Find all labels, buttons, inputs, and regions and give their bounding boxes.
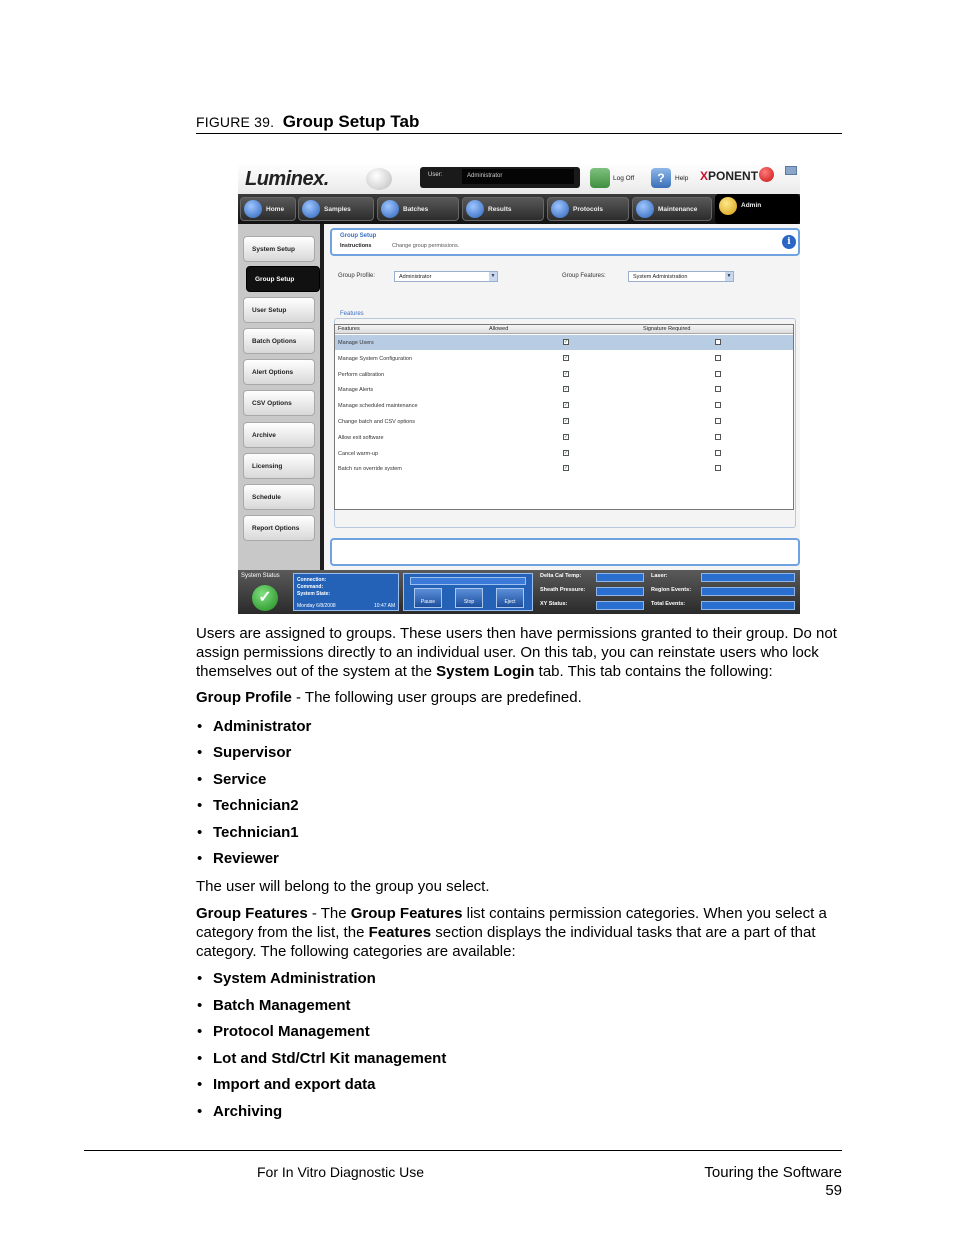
group-profile-paragraph: Group Profile - The following user groups are predefined. — [196, 689, 582, 706]
panel-heading: Group Setup — [340, 233, 377, 239]
pause-button[interactable]: Pause — [414, 588, 442, 608]
tab-samples[interactable]: Samples — [298, 197, 374, 221]
feature-name: Allow exit software — [338, 434, 384, 441]
allowed-checkbox[interactable]: ✓ — [564, 370, 569, 377]
tab-protocols[interactable]: Protocols — [547, 197, 629, 221]
top-bar — [238, 164, 800, 196]
features-grid — [334, 324, 794, 510]
eject-button[interactable]: Eject — [496, 588, 524, 608]
sidebar-item-licensing[interactable]: Licensing — [243, 453, 315, 479]
sidebar-item-csv-options[interactable]: CSV Options — [243, 390, 315, 416]
footer-right — [704, 1164, 842, 1200]
footer-rule — [84, 1150, 842, 1151]
signature-checkbox[interactable] — [715, 355, 721, 361]
main-nav — [238, 194, 800, 224]
feature-name: Perform calibration — [338, 371, 385, 378]
table-row[interactable] — [335, 398, 793, 413]
table-row[interactable] — [335, 351, 793, 366]
figure-title: Group Setup Tab — [282, 112, 420, 131]
user-label: User: — [428, 172, 443, 178]
system-state-label: System State: — [297, 591, 331, 597]
samples-icon — [302, 200, 320, 218]
logoff-icon[interactable] — [590, 168, 610, 188]
instructions-label: Instructions — [340, 243, 372, 249]
tab-results[interactable]: Results — [462, 197, 544, 221]
sidebar-item-schedule[interactable]: Schedule — [243, 484, 315, 510]
table-row[interactable] — [335, 461, 793, 476]
sidebar-item-alert-options[interactable]: Alert Options — [243, 359, 315, 385]
column-header-allowed[interactable]: Allowed — [489, 326, 509, 332]
run-controls — [403, 573, 533, 611]
brand-dot-icon — [759, 167, 774, 182]
table-row[interactable] — [335, 446, 793, 461]
allowed-checkbox[interactable]: ✓ — [564, 354, 569, 361]
stop-button[interactable]: Stop — [455, 588, 483, 608]
tab-maintenance[interactable]: Maintenance — [632, 197, 712, 221]
feature-name: Cancel warm-up — [338, 450, 379, 457]
sidebar-item-archive[interactable]: Archive — [243, 422, 315, 448]
feature-name: Change batch and CSV options — [338, 419, 416, 425]
signature-checkbox[interactable] — [715, 465, 721, 471]
footer-left: For In Vitro Diagnostic Use — [257, 1164, 425, 1180]
logoff-label[interactable]: Log Off — [613, 175, 635, 182]
tab-batches[interactable]: Batches — [377, 197, 459, 221]
luminex-logo: Luminex. — [245, 168, 329, 190]
help-icon[interactable]: ? — [651, 168, 671, 188]
chevron-down-icon: ▼ — [490, 273, 496, 279]
user-field[interactable]: Administrator — [462, 169, 574, 184]
group-features-label: Group Features: — [562, 273, 606, 279]
region-events-field: Region Events: — [651, 587, 691, 596]
user-box — [420, 167, 580, 188]
system-info — [293, 573, 399, 611]
sidebar-item-report-options[interactable]: Report Options — [243, 515, 315, 541]
feature-name: Manage Users — [338, 340, 374, 346]
feature-name: Batch run override system — [338, 466, 402, 473]
signature-checkbox[interactable] — [715, 386, 721, 392]
tab-admin[interactable]: Admin — [715, 194, 800, 224]
table-row[interactable] — [335, 414, 793, 429]
table-row[interactable] — [335, 430, 793, 445]
allowed-checkbox[interactable]: ✓ — [564, 449, 569, 456]
logo-orb-icon — [366, 168, 392, 190]
group-profile-label: Group Profile: — [338, 273, 376, 279]
caption-rule — [196, 133, 842, 134]
feature-name: Manage scheduled maintenance — [338, 403, 418, 410]
maintenance-icon — [636, 200, 654, 218]
figure-caption — [196, 112, 842, 132]
figure-number: FIGURE 39. — [196, 114, 275, 130]
results-icon — [466, 200, 484, 218]
feature-name: Manage Alerts — [338, 387, 374, 394]
xponent-screenshot — [238, 164, 800, 614]
tab-home[interactable]: Home — [240, 197, 296, 221]
table-row[interactable] — [335, 382, 793, 397]
signature-checkbox[interactable] — [715, 371, 721, 377]
page-number: 59 — [825, 1182, 842, 1199]
status-date: Monday 6/8/2008 — [297, 603, 336, 609]
allowed-checkbox[interactable]: ✓ — [564, 339, 569, 345]
allowed-checkbox[interactable]: ✓ — [564, 418, 569, 424]
group-setup-panel — [320, 224, 800, 570]
signature-checkbox[interactable] — [715, 339, 721, 345]
system-status-label: System Status — [241, 573, 280, 579]
group-features-paragraph: Group Features - The Group Features list contains permission categories. When you select a category from the list, the Features section displays the individual tasks that are a part of that category. The following categories are available: — [196, 905, 827, 960]
xponent-brand: XPONENT — [700, 169, 759, 183]
message-box — [330, 538, 800, 566]
group-features-select[interactable]: System Administration ▼ — [628, 271, 734, 282]
sidebar-item-group-setup[interactable]: Group Setup — [246, 266, 320, 292]
connection-label: Connection: — [297, 577, 327, 583]
allowed-checkbox[interactable]: ✓ — [564, 402, 569, 409]
intro-paragraph: Users are assigned to groups. These users then have permissions granted to their group. Do not assign permissions directly to an individual user. On this tab, you can reinstate users who lock themselves out of the system at the System Login tab. This tab contains the following: — [196, 625, 837, 680]
protocols-icon — [551, 200, 569, 218]
group-profile-select[interactable]: Administrator ▼ — [394, 271, 498, 282]
grid-header — [335, 325, 793, 334]
allowed-checkbox[interactable]: ✓ — [564, 386, 569, 393]
batches-icon — [381, 200, 399, 218]
signature-checkbox[interactable] — [715, 402, 721, 408]
xy-status-field: XY Status: — [540, 601, 567, 610]
features-legend: Features — [340, 311, 364, 317]
admin-sidebar — [238, 224, 320, 570]
sidebar-item-user-setup[interactable]: User Setup — [243, 297, 315, 323]
laser-field: Laser: — [651, 573, 668, 582]
column-header-features[interactable]: Features — [338, 326, 360, 332]
total-events-field: Total Events: — [651, 601, 685, 610]
signature-checkbox[interactable] — [715, 434, 721, 440]
admin-icon — [719, 197, 737, 215]
instructions-text: Change group permissions. — [392, 243, 460, 249]
command-label: Command: — [297, 584, 324, 590]
status-time: 10:47 AM — [374, 603, 396, 609]
table-row[interactable] — [335, 335, 793, 350]
info-icon[interactable]: i — [782, 235, 796, 249]
sheath-pressure-field: Sheath Pressure: — [540, 587, 585, 596]
chevron-down-icon: ▼ — [726, 273, 732, 279]
signature-checkbox[interactable] — [715, 418, 721, 424]
status-bar — [238, 570, 800, 614]
status-ok-icon: ✓ — [252, 585, 278, 611]
help-label[interactable]: Help — [675, 175, 689, 182]
allowed-checkbox[interactable]: ✓ — [564, 465, 569, 472]
table-row[interactable] — [335, 367, 793, 382]
delta-cal-temp-field: Delta Cal Temp: — [540, 573, 581, 582]
home-icon — [244, 200, 262, 218]
instructions-box — [330, 228, 800, 256]
signature-checkbox[interactable] — [715, 450, 721, 456]
footer-section-title: Touring the Software — [704, 1164, 842, 1181]
group-profile-note: The user will belong to the group you select. — [196, 878, 490, 895]
sidebar-item-system-setup[interactable]: System Setup — [243, 236, 315, 262]
sidebar-item-batch-options[interactable]: Batch Options — [243, 328, 315, 354]
window-button[interactable] — [785, 166, 797, 175]
column-header-signature[interactable]: Signature Required — [643, 326, 691, 332]
feature-name: Manage System Configuration — [338, 355, 412, 362]
allowed-checkbox[interactable]: ✓ — [564, 433, 569, 440]
